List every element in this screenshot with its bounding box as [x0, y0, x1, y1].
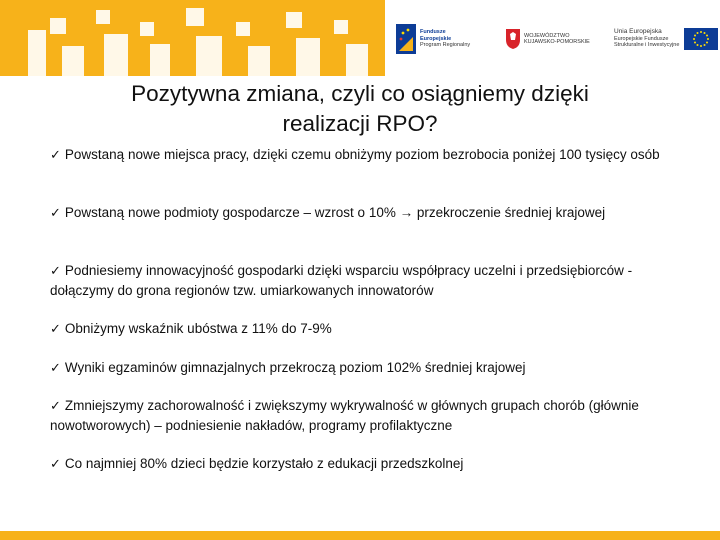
decor-square [186, 8, 204, 26]
wojewodztwo-logo [505, 20, 590, 58]
logo-text-line: Europejskie Fundusze [614, 35, 669, 42]
eu-flag-icon [684, 28, 718, 50]
list-item [50, 454, 463, 474]
decor-square [28, 30, 46, 76]
list-item-text: Powstaną nowe miejsca pracy, dzięki czemu obniżymy poziom bezrobocia poniżej 100 tysięcy osób [64, 147, 660, 162]
list-item-text: Zmniejszymy zachorowalność i zwiększymy wykrywalność w głównych grupach chorób (głównie nowotworowych) – podniesienie nakładów, programy profilaktyczne [50, 398, 639, 433]
unia-europejska-logo [614, 20, 718, 58]
decor-square [334, 20, 348, 34]
logo-text-line: Unia Europejska [614, 28, 662, 36]
logo-text-line: Strukturalne i Inwestycyjne [614, 42, 680, 49]
decor-square [248, 46, 270, 76]
logo-text-line: Europejskie [420, 35, 452, 42]
fe-flag-icon [396, 24, 416, 54]
slide-title-line: Pozytywna zmiana, czyli co osiągniemy dzięki [131, 81, 589, 106]
logo-text-line: Program Regionalny [420, 42, 471, 49]
checkmark-icon: ✓ [50, 361, 61, 376]
list-item-text: Podniesiemy innowacyjność gospodarki dzięki wsparciu współpracy uczelni i przedsiębiorców - dołączymy do grona regionów tzw. umiarkowanych innowatorów [50, 263, 633, 298]
list-item-text: Wyniki egzaminów gimnazjalnych przekroczą poziom 102% średniej krajowej [64, 360, 526, 375]
logo-text-line: WOJEWÓDZTWO [524, 32, 570, 39]
list-item [50, 396, 680, 435]
decor-square [236, 22, 250, 36]
checkmark-icon: ✓ [50, 457, 61, 472]
coat-of-arms-icon [505, 28, 521, 50]
checkmark-icon: ✓ [50, 322, 61, 337]
decor-square [96, 10, 110, 24]
decor-square [104, 34, 128, 76]
decor-square [140, 22, 154, 36]
decor-square [150, 44, 170, 76]
list-item-text: Co najmniej 80% dzieci będzie korzystało z edukacji przedszkolnej [64, 456, 464, 471]
checkmark-icon: ✓ [50, 399, 61, 414]
decor-square [296, 38, 320, 76]
slide-title [60, 79, 660, 139]
logo-text-line: KUJAWSKO-POMORSKIE [524, 39, 590, 45]
decor-square [196, 36, 222, 76]
list-item-text: Obniżymy wskaźnik ubóstwa z 11% do 7-9% [64, 321, 332, 336]
checkmark-icon: ✓ [50, 206, 61, 221]
list-item [50, 319, 332, 339]
list-item [50, 203, 605, 223]
decor-square [50, 18, 66, 34]
fundusze-europejskie-logo [396, 20, 470, 58]
list-item [50, 358, 525, 378]
footer-band [0, 531, 720, 540]
list-item [50, 261, 680, 300]
decor-square [62, 46, 84, 76]
checkmark-icon: ✓ [50, 148, 61, 163]
checkmark-icon: ✓ [50, 264, 61, 279]
decor-square [346, 44, 368, 76]
slide-title-line: realizacji RPO? [282, 111, 438, 136]
list-item [50, 145, 660, 165]
decor-square [286, 12, 302, 28]
list-item-text: Powstaną nowe podmioty gospodarcze – wzrost o 10% → przekroczenie średniej krajowej [64, 205, 606, 220]
logo-text-line: Fundusze [420, 29, 446, 36]
